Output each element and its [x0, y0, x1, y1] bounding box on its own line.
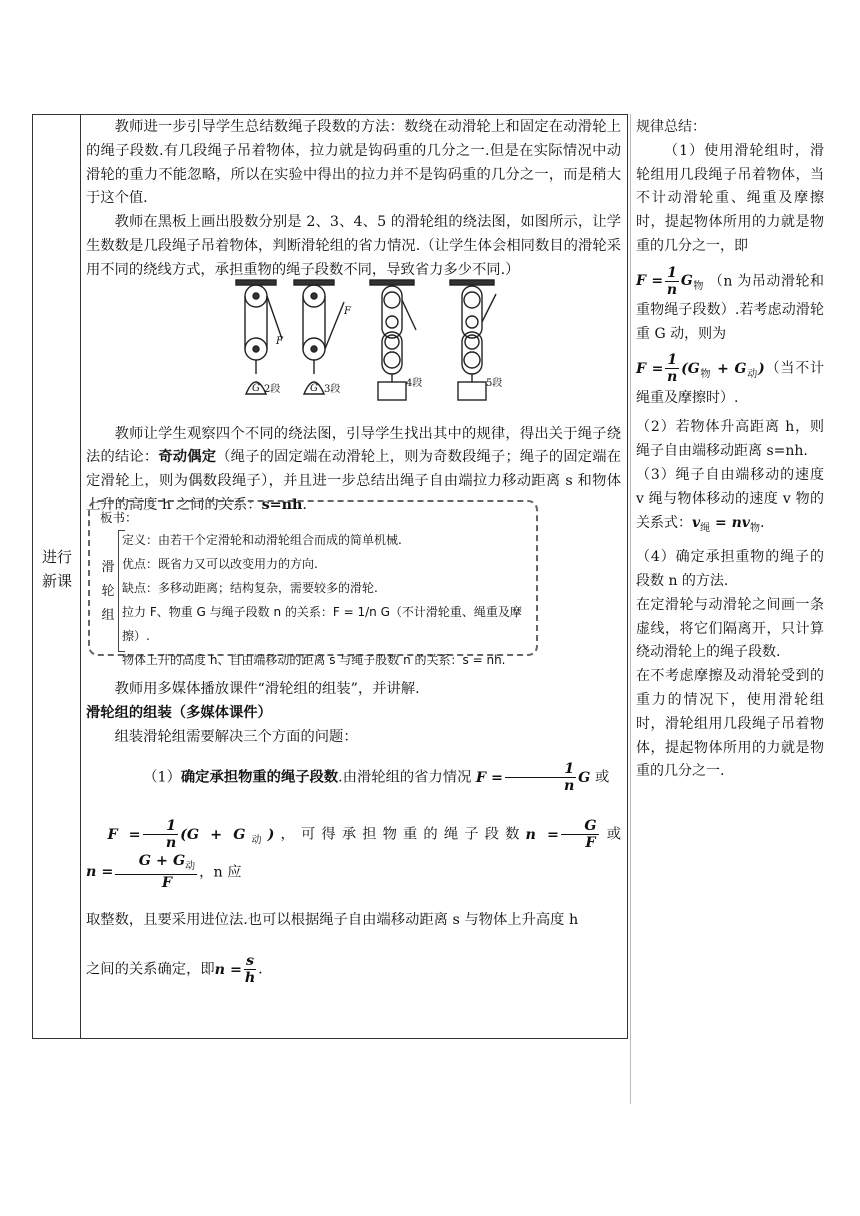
board-side-2: 轮: [101, 584, 115, 599]
fig-label-5: 5段: [486, 378, 503, 389]
main-content-lower: [86, 678, 621, 986]
notes-point-3-text: （3）绳子自由端移动的速度 v 绳与物体移动的速度 v 物的关系式：: [636, 466, 824, 531]
board-items: [122, 528, 536, 672]
p3-text-e: .: [302, 496, 307, 513]
table-divider: [80, 114, 81, 1039]
fig-label-f2: F: [344, 306, 351, 317]
paragraph-8: 取整数，且要采用进位法.也可以根据绳子自由端移动距离 s 与物体上升高度 h: [86, 912, 579, 929]
notes-point-4: （4）确定承担重物的绳子的段数 n 的方法.: [636, 549, 824, 589]
formula-n-s-over-h: n = $\frac{s}{h}$: [214, 953, 256, 987]
paragraph-9: 之间的关系确定，即n = $\frac{s}{h}$ .: [86, 953, 263, 987]
row-label-line-1: 进行: [41, 548, 72, 566]
formula-n-total-over-f: n = $\frac{G + G_动}{F}$: [86, 852, 196, 892]
notes-point-2: （2）若物体升高距离 h，则绳子自由端移动距离 s=nh.: [636, 419, 824, 460]
board-side-label: [100, 556, 116, 628]
paragraph-4: 教师用多媒体播放课件“滑轮组的组装”，并讲解.: [114, 681, 420, 697]
fig-label-2: 2段: [264, 384, 281, 395]
fig-label-4: 4段: [406, 378, 423, 389]
paragraph-2: 教师在黑板上画出股数分别是 2、3、4、5 的滑轮组的绕法图，如图所示，让学生数数是几段绳子吊着物体，判断滑轮组的省力情况.（让学生体会相同数目的滑轮采用不同的绕线方式，承担重物的绳子段数不同，导致省力多少不同.）: [86, 214, 621, 278]
row-label-line-2: 新课: [41, 572, 72, 590]
weight-3: [378, 382, 406, 400]
notes-conclusion: 在不考虑摩擦及动滑轮受到的重力的情况下，使用滑轮组时，滑轮组用几段绳子吊着物体，提起物体所用的力就是物重的几分之一.: [636, 668, 824, 780]
p7-or: 或: [600, 826, 622, 843]
fig-label-f1: F: [276, 336, 283, 347]
board-item-force-relation: 拉力 F、物重 G 与绳子段数 n 的关系：F = 1/n G（不计滑轮重、绳重及摩擦）.: [122, 605, 522, 643]
board-side-3: 组: [101, 608, 115, 623]
heading-text: 滑轮组的组装（多媒体课件）: [86, 704, 272, 721]
fig-label-g1: G: [252, 383, 260, 394]
paragraph-6: [86, 761, 621, 794]
p7-end: ，n 应: [199, 863, 242, 880]
board-item-distance-relation: 物体上升的高度 h、自由端移动的距离 s 与绳子股数 n 的关系：s = nh.: [122, 653, 506, 667]
p3-bold-formula: s=nh: [261, 496, 303, 513]
formula-f-g-object: F = $\frac{1}{n}$ $G_物$: [636, 264, 704, 298]
notes-divider: [630, 114, 631, 1104]
paragraph-7: [86, 818, 621, 891]
board-item-advantage: 优点：既省力又可以改变用力的方向.: [122, 557, 318, 571]
formula-f-g-total: F = $\frac{1}{n}$ $(G_物 + G_动)$: [636, 352, 765, 386]
board-item-disadvantage: 缺点：多移动距离；结构复杂，需要较多的滑轮.: [122, 581, 378, 595]
formula-velocity: $v_绳 = nv_物$: [692, 514, 760, 534]
p3-text-c: （绳子的固定端在动滑轮上，则为奇数段绳子；绳子的固定端在定滑轮上，则为偶数段绳子），并且进一步总结出绳子自由端拉力移动距离 s 和物体上升的高度 h 之间的关系：: [86, 449, 622, 513]
p3-bold-rule: 奇动偶定: [158, 449, 217, 466]
board-item-definition: 定义：由若干个定滑轮和动滑轮组合而成的简单机械.: [122, 533, 402, 547]
p6-or: 或: [594, 769, 610, 786]
section-heading: [86, 702, 621, 726]
p7-text: ，可得承担物重的绳子段数: [274, 826, 526, 843]
notes-point-3: （3）绳子自由端移动的速度 v 绳与物体移动的速度 v 物的关系式：$v_绳 = nv_物$.: [636, 466, 824, 534]
notes-title: 规律总结：: [636, 119, 706, 135]
fig-label-3: 3段: [324, 384, 341, 395]
weight-4: [458, 382, 486, 400]
p6-num: （1）: [143, 769, 181, 786]
notes-point-1: （1）使用滑轮组时，滑轮组用几段绳子吊着物体，当不计动滑轮重、绳重及摩擦时，提起物体所用的力就是物重的几分之一，即: [636, 142, 824, 254]
notes-formula-line-2: [636, 352, 824, 410]
notes-point-1b: （n 为吊动滑轮和重物绳子段数）.若考虑动滑轮重 G 动，则为: [636, 273, 825, 342]
formula-n-g-over-f: n = $\frac{G}{F}$: [525, 818, 597, 852]
p6-bold: 确定承担物重的绳子段数: [180, 769, 339, 786]
board-title: 板书：: [100, 510, 138, 525]
paragraph-1: 教师进一步引导学生总结数绳子段数的方法：数绕在动滑轮上和固定在动滑轮上的绳子段数.有几段绳子吊着物体，拉力就是钩码重的几分之一.但是在实际情况中动滑轮的重力不能忽略，所以在实验中得出的拉力并不是钩码重的几分之一，而是稍大于这个值.: [86, 119, 621, 207]
paragraph-5: 组装滑轮组需要解决三个方面的问题：: [114, 728, 358, 745]
p3-text-a: 教师让学生观察四个不同的绕法图，引导学生找出其中的规律，得出关于绳子绕法的结论：: [86, 425, 621, 466]
formula-f-with-moving-pulley: F = $\frac{1}{n}$ $(G + G_动)$: [107, 818, 275, 852]
formula-f-equals-g-over-n: F = $\frac{1}{n}$ G: [475, 761, 591, 795]
blackboard-summary: [88, 500, 538, 667]
ceiling-1: [236, 280, 276, 285]
fig-label-g2: G: [310, 383, 318, 394]
notes-formula-line-1: [636, 265, 824, 347]
summary-notes: [636, 116, 824, 784]
notes-method: 在定滑轮与动滑轮之间画一条虚线，将它们隔离开，只计算绕动滑轮上的绳子段数.: [636, 596, 824, 661]
row-label: [36, 545, 78, 593]
p9-text: 之间的关系确定，即: [86, 961, 215, 978]
p6-text: .由滑轮组的省力情况: [338, 769, 472, 786]
notes-point-1c: （当不计绳重及摩擦时）.: [636, 360, 825, 406]
pulley-figures: [224, 274, 514, 410]
board-side-1: 滑: [101, 560, 115, 575]
